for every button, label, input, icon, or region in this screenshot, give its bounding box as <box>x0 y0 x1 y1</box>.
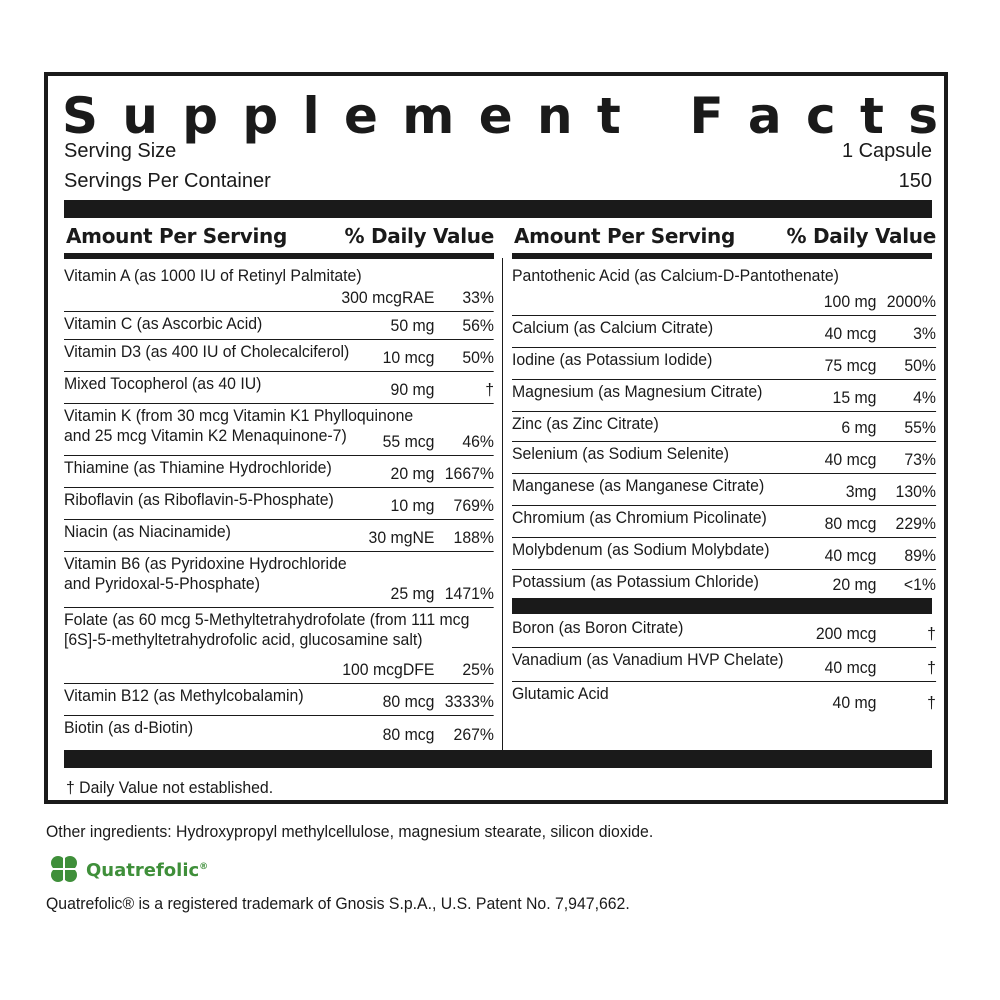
nutrient-row <box>512 682 936 716</box>
nutrient-name: Vitamin C (as Ascorbic Acid) <box>64 314 263 333</box>
nutrient-daily-value: 46% <box>462 432 494 451</box>
left-column-header <box>66 220 494 252</box>
title-letter: e <box>344 87 378 145</box>
nutrient-name: Riboflavin (as Riboflavin-5-Phosphate) <box>64 490 334 509</box>
nutrient-daily-value: 188% <box>453 528 494 547</box>
nutrient-name: Glutamic Acid <box>512 684 609 703</box>
nutrient-daily-value: 1471% <box>444 584 494 603</box>
nutrient-name: Potassium (as Potassium Chloride) <box>512 572 759 591</box>
nutrient-row <box>64 488 494 520</box>
nutrient-row <box>512 412 936 442</box>
nutrient-daily-value: 267% <box>453 725 494 744</box>
amount-per-serving-header: Amount Per Serving <box>66 224 287 248</box>
nutrient-row <box>512 264 936 316</box>
nutrient-amount: 10 mg <box>390 496 435 515</box>
nutrient-row <box>512 616 936 648</box>
nutrient-daily-value: <1% <box>903 575 936 594</box>
nutrient-daily-value: † <box>927 658 936 677</box>
nutrient-row <box>64 312 494 340</box>
nutrient-row <box>64 456 494 488</box>
left-nutrient-column <box>64 264 494 748</box>
nutrient-name: Iodine (as Potassium Iodide) <box>512 350 713 369</box>
nutrient-name: Folate (as 60 mcg 5-Methyltetrahydrofolate (from 111 mcg [6S]-5-methyltetrahydrofolic acid, glucosamine salt) <box>64 610 470 649</box>
medium-divider-right <box>512 253 932 259</box>
nutrient-daily-value: 50% <box>904 356 936 375</box>
amount-per-serving-header: Amount Per Serving <box>514 224 735 248</box>
nutrient-amount: 25 mg <box>390 584 435 603</box>
nutrient-row <box>512 648 936 682</box>
title-letter: l <box>302 87 320 145</box>
title-letter: a <box>747 87 782 145</box>
right-column-header <box>514 220 936 252</box>
nutrient-name: Pantothenic Acid (as Calcium-D-Pantothenate) <box>512 266 839 285</box>
nutrient-daily-value: 33% <box>462 288 494 307</box>
nutrient-daily-value: 130% <box>895 482 936 501</box>
nutrient-amount: 100 mg <box>823 292 877 311</box>
nutrient-name: Chromium (as Chromium Picolinate) <box>512 508 767 527</box>
nutrient-name: Biotin (as d-Biotin) <box>64 718 194 737</box>
nutrient-amount: 40 mg <box>832 693 877 712</box>
nutrient-amount: 6 mg <box>841 418 877 437</box>
serving-size-row <box>64 140 932 163</box>
nutrient-daily-value: 55% <box>904 418 936 437</box>
nutrient-row <box>512 474 936 506</box>
nutrient-row <box>64 684 494 716</box>
title-letter: m <box>402 87 455 145</box>
serving-size-value: 1 Capsule <box>841 140 932 162</box>
quatrefolic-logo <box>46 852 208 888</box>
title-letter: S <box>62 87 99 145</box>
nutrient-row <box>512 442 936 474</box>
column-divider <box>502 258 503 750</box>
title-letter: e <box>478 87 513 145</box>
title-letter: c <box>806 87 836 145</box>
nutrient-name: Vanadium (as Vanadium HVP Chelate) <box>512 650 784 669</box>
nutrient-daily-value: 56% <box>462 316 494 335</box>
nutrient-row <box>64 264 494 312</box>
nutrient-daily-value: 3% <box>913 324 936 343</box>
nutrient-row <box>512 538 936 570</box>
title-letter: F <box>689 87 724 145</box>
nutrient-amount: 80 mcg <box>824 514 877 533</box>
nutrient-amount: 200 mcg <box>815 624 877 643</box>
title-letter: t <box>596 87 621 145</box>
nutrient-name: Zinc (as Zinc Citrate) <box>512 414 659 433</box>
logo-wordmark: Quatrefolic® <box>86 859 209 881</box>
four-leaf-clover-icon <box>46 852 82 888</box>
supplement-facts-panel <box>44 72 948 804</box>
thick-divider-bottom <box>64 750 932 768</box>
nutrient-row <box>64 372 494 404</box>
servings-per-container-label: Servings Per Container <box>64 170 271 192</box>
nutrient-daily-value: 4% <box>913 388 936 407</box>
nutrient-daily-value: 89% <box>904 546 936 565</box>
title-letter: p <box>182 87 219 145</box>
nutrient-name: Molybdenum (as Sodium Molybdate) <box>512 540 770 559</box>
nutrient-amount: 55 mcg <box>382 432 435 451</box>
nutrient-row <box>512 316 936 348</box>
nutrient-row <box>64 404 494 456</box>
footnote: † Daily Value not established. <box>66 778 274 797</box>
panel-title <box>62 84 938 148</box>
title-letter: p <box>242 87 279 145</box>
nutrient-amount: 40 mcg <box>824 324 877 343</box>
nutrient-amount: 90 mg <box>390 380 435 399</box>
trademark-notice: Quatrefolic® is a registered trademark of Gnosis S.p.A., U.S. Patent No. 7,947,662. <box>46 894 630 913</box>
title-letter: u <box>122 87 158 145</box>
nutrient-amount: 20 mg <box>390 464 435 483</box>
nutrient-daily-value: † <box>927 693 936 712</box>
nutrient-daily-value: † <box>927 624 936 643</box>
nutrient-amount: 75 mcg <box>824 356 877 375</box>
nutrient-daily-value: 769% <box>453 496 494 515</box>
nutrient-amount: 80 mcg <box>382 725 435 744</box>
nutrient-daily-value: 25% <box>462 660 494 679</box>
nutrient-daily-value: 1667% <box>444 464 494 483</box>
nutrient-amount: 10 mcg <box>382 348 435 367</box>
nutrient-row <box>64 608 494 684</box>
nutrient-amount: 15 mg <box>832 388 877 407</box>
nutrient-daily-value: 3333% <box>444 692 494 711</box>
daily-value-header: % Daily Value <box>786 224 936 248</box>
nutrient-row <box>64 520 494 552</box>
nutrient-name: Magnesium (as Magnesium Citrate) <box>512 382 763 401</box>
thick-divider-right <box>512 598 932 614</box>
nutrient-name: Vitamin D3 (as 400 IU of Cholecalciferol) <box>64 342 350 361</box>
daily-value-header: % Daily Value <box>344 224 494 248</box>
nutrient-name: Vitamin A (as 1000 IU of Retinyl Palmitate) <box>64 266 362 285</box>
nutrient-name: Mixed Tocopherol (as 40 IU) <box>64 374 262 393</box>
nutrient-daily-value: 50% <box>462 348 494 367</box>
nutrient-daily-value: † <box>485 380 494 399</box>
nutrient-amount: 80 mcg <box>382 692 435 711</box>
nutrient-daily-value: 2000% <box>886 292 936 311</box>
nutrient-name: Vitamin B6 (as Pyridoxine Hydrochloride and Pyridoxal-5-Phosphate) <box>64 554 347 593</box>
nutrient-row <box>512 506 936 538</box>
nutrient-name: Niacin (as Niacinamide) <box>64 522 231 541</box>
nutrient-amount: 30 mgNE <box>368 528 435 547</box>
nutrient-name: Vitamin K (from 30 mcg Vitamin K1 Phylloquinone and 25 mcg Vitamin K2 Menaquinone-7) <box>64 406 414 445</box>
nutrient-row <box>64 716 494 748</box>
nutrient-name: Manganese (as Manganese Citrate) <box>512 476 765 495</box>
thick-divider-top <box>64 200 932 218</box>
nutrient-row <box>512 570 936 598</box>
other-ingredients: Other ingredients: Hydroxypropyl methylcellulose, magnesium stearate, silicon dioxide. <box>46 822 654 841</box>
medium-divider-left <box>64 253 494 259</box>
servings-per-container-value: 150 <box>898 170 932 192</box>
servings-per-container-row <box>64 170 932 193</box>
title-letter: n <box>536 87 573 145</box>
nutrient-name: Thiamine (as Thiamine Hydrochloride) <box>64 458 332 477</box>
serving-size-label: Serving Size <box>64 140 177 162</box>
nutrient-row <box>512 348 936 380</box>
nutrient-amount: 40 mcg <box>824 546 877 565</box>
nutrient-amount: 50 mg <box>390 316 435 335</box>
nutrient-row <box>512 380 936 412</box>
nutrient-daily-value: 229% <box>895 514 936 533</box>
nutrient-amount: 3mg <box>845 482 877 501</box>
nutrient-amount: 40 mcg <box>824 658 877 677</box>
nutrient-amount: 300 mcgRAE <box>341 288 435 307</box>
right-nutrient-column <box>512 264 936 748</box>
nutrient-name: Boron (as Boron Citrate) <box>512 618 684 637</box>
nutrient-row <box>64 340 494 372</box>
title-letter: t <box>859 87 884 145</box>
nutrient-name: Selenium (as Sodium Selenite) <box>512 444 730 463</box>
nutrient-name: Vitamin B12 (as Methylcobalamin) <box>64 686 304 705</box>
nutrient-name: Calcium (as Calcium Citrate) <box>512 318 714 337</box>
nutrient-row <box>64 552 494 608</box>
nutrient-amount: 20 mg <box>832 575 877 594</box>
title-letter: s <box>908 87 938 145</box>
nutrient-amount: 40 mcg <box>824 450 877 469</box>
nutrient-daily-value: 73% <box>904 450 936 469</box>
nutrient-amount: 100 mcgDFE <box>342 660 435 679</box>
